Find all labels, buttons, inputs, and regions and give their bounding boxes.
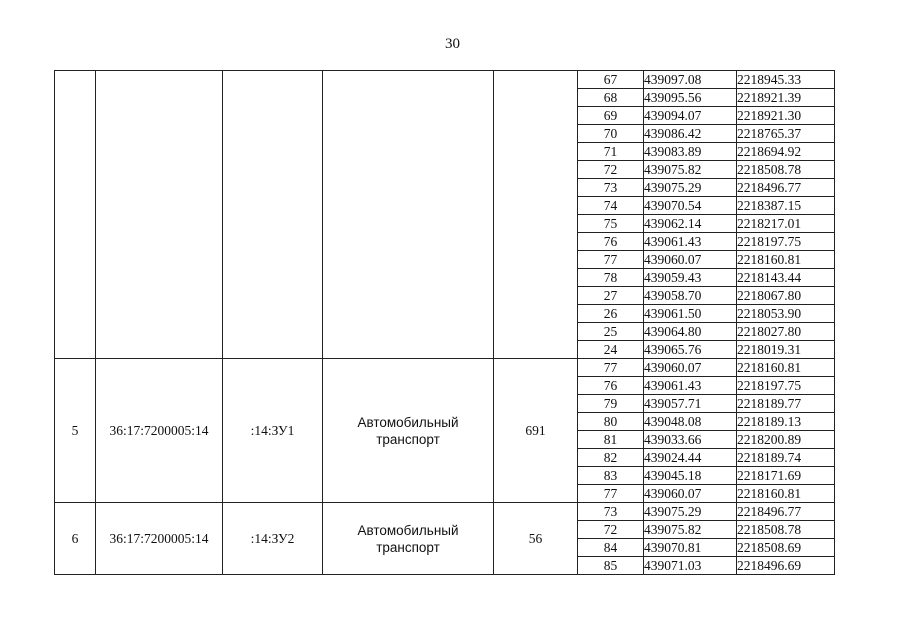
x-coordinate: 439097.08	[644, 71, 737, 89]
y-coordinate: 2218694.92	[737, 143, 835, 161]
y-coordinate: 2218189.77	[737, 395, 835, 413]
point-number: 27	[578, 287, 644, 305]
y-coordinate: 2218387.15	[737, 197, 835, 215]
point-number: 85	[578, 557, 644, 575]
y-coordinate: 2218160.81	[737, 485, 835, 503]
permitted-use-line: транспорт	[376, 539, 440, 555]
x-coordinate: 439057.71	[644, 395, 737, 413]
point-number: 75	[578, 215, 644, 233]
table-row	[55, 503, 835, 521]
permitted-use-line: Автомобильный	[357, 522, 459, 538]
y-coordinate: 2218765.37	[737, 125, 835, 143]
x-coordinate: 439060.07	[644, 359, 737, 377]
x-coordinate: 439070.54	[644, 197, 737, 215]
y-coordinate: 2218921.30	[737, 107, 835, 125]
x-coordinate: 439059.43	[644, 269, 737, 287]
point-number: 80	[578, 413, 644, 431]
x-coordinate: 439075.82	[644, 521, 737, 539]
empty-cell	[494, 71, 578, 359]
x-coordinate: 439064.80	[644, 323, 737, 341]
point-number: 73	[578, 503, 644, 521]
plot-designation: :14:ЗУ2	[223, 503, 323, 575]
row-number: 6	[55, 503, 96, 575]
row-number: 5	[55, 359, 96, 503]
x-coordinate: 439071.03	[644, 557, 737, 575]
y-coordinate: 2218143.44	[737, 269, 835, 287]
point-number: 72	[578, 161, 644, 179]
point-number: 83	[578, 467, 644, 485]
y-coordinate: 2218019.31	[737, 341, 835, 359]
x-coordinate: 439094.07	[644, 107, 737, 125]
y-coordinate: 2218496.77	[737, 503, 835, 521]
x-coordinate: 439062.14	[644, 215, 737, 233]
point-number: 78	[578, 269, 644, 287]
y-coordinate: 2218189.13	[737, 413, 835, 431]
point-number: 77	[578, 359, 644, 377]
y-coordinate: 2218921.39	[737, 89, 835, 107]
y-coordinate: 2218508.78	[737, 521, 835, 539]
x-coordinate: 439048.08	[644, 413, 737, 431]
area-value: 691	[494, 359, 578, 503]
x-coordinate: 439083.89	[644, 143, 737, 161]
x-coordinate: 439060.07	[644, 485, 737, 503]
x-coordinate: 439060.07	[644, 251, 737, 269]
x-coordinate: 439033.66	[644, 431, 737, 449]
point-number: 26	[578, 305, 644, 323]
y-coordinate: 2218197.75	[737, 377, 835, 395]
y-coordinate: 2218053.90	[737, 305, 835, 323]
permitted-use	[323, 359, 494, 503]
point-number: 71	[578, 143, 644, 161]
point-number: 74	[578, 197, 644, 215]
x-coordinate: 439024.44	[644, 449, 737, 467]
y-coordinate: 2218200.89	[737, 431, 835, 449]
empty-cell	[323, 71, 494, 359]
permitted-use	[323, 503, 494, 575]
point-number: 73	[578, 179, 644, 197]
empty-cell	[223, 71, 323, 359]
x-coordinate: 439058.70	[644, 287, 737, 305]
y-coordinate: 2218496.69	[737, 557, 835, 575]
y-coordinate: 2218508.69	[737, 539, 835, 557]
y-coordinate: 2218027.80	[737, 323, 835, 341]
point-number: 77	[578, 485, 644, 503]
x-coordinate: 439070.81	[644, 539, 737, 557]
y-coordinate: 2218171.69	[737, 467, 835, 485]
permitted-use-line: транспорт	[376, 431, 440, 447]
x-coordinate: 439086.42	[644, 125, 737, 143]
y-coordinate: 2218217.01	[737, 215, 835, 233]
table-row	[55, 359, 835, 377]
y-coordinate: 2218160.81	[737, 251, 835, 269]
point-number: 70	[578, 125, 644, 143]
y-coordinate: 2218160.81	[737, 359, 835, 377]
permitted-use-line: Автомобильный	[357, 414, 459, 430]
x-coordinate: 439075.29	[644, 503, 737, 521]
page-number: 30	[445, 36, 460, 52]
point-number: 77	[578, 251, 644, 269]
area-value: 56	[494, 503, 578, 575]
y-coordinate: 2218067.80	[737, 287, 835, 305]
empty-cell	[96, 71, 223, 359]
point-number: 25	[578, 323, 644, 341]
x-coordinate: 439061.43	[644, 377, 737, 395]
x-coordinate: 439095.56	[644, 89, 737, 107]
table-row	[55, 71, 835, 89]
coordinates-table	[54, 70, 835, 575]
x-coordinate: 439045.18	[644, 467, 737, 485]
y-coordinate: 2218508.78	[737, 161, 835, 179]
cadastral-number: 36:17:7200005:14	[96, 503, 223, 575]
cadastral-number: 36:17:7200005:14	[96, 359, 223, 503]
y-coordinate: 2218197.75	[737, 233, 835, 251]
point-number: 81	[578, 431, 644, 449]
plot-designation: :14:ЗУ1	[223, 359, 323, 503]
empty-cell	[55, 71, 96, 359]
y-coordinate: 2218945.33	[737, 71, 835, 89]
x-coordinate: 439075.29	[644, 179, 737, 197]
point-number: 69	[578, 107, 644, 125]
point-number: 79	[578, 395, 644, 413]
point-number: 24	[578, 341, 644, 359]
point-number: 82	[578, 449, 644, 467]
point-number: 67	[578, 71, 644, 89]
x-coordinate: 439065.76	[644, 341, 737, 359]
point-number: 68	[578, 89, 644, 107]
y-coordinate: 2218496.77	[737, 179, 835, 197]
y-coordinate: 2218189.74	[737, 449, 835, 467]
point-number: 76	[578, 377, 644, 395]
point-number: 72	[578, 521, 644, 539]
point-number: 84	[578, 539, 644, 557]
point-number: 76	[578, 233, 644, 251]
x-coordinate: 439061.43	[644, 233, 737, 251]
x-coordinate: 439075.82	[644, 161, 737, 179]
x-coordinate: 439061.50	[644, 305, 737, 323]
